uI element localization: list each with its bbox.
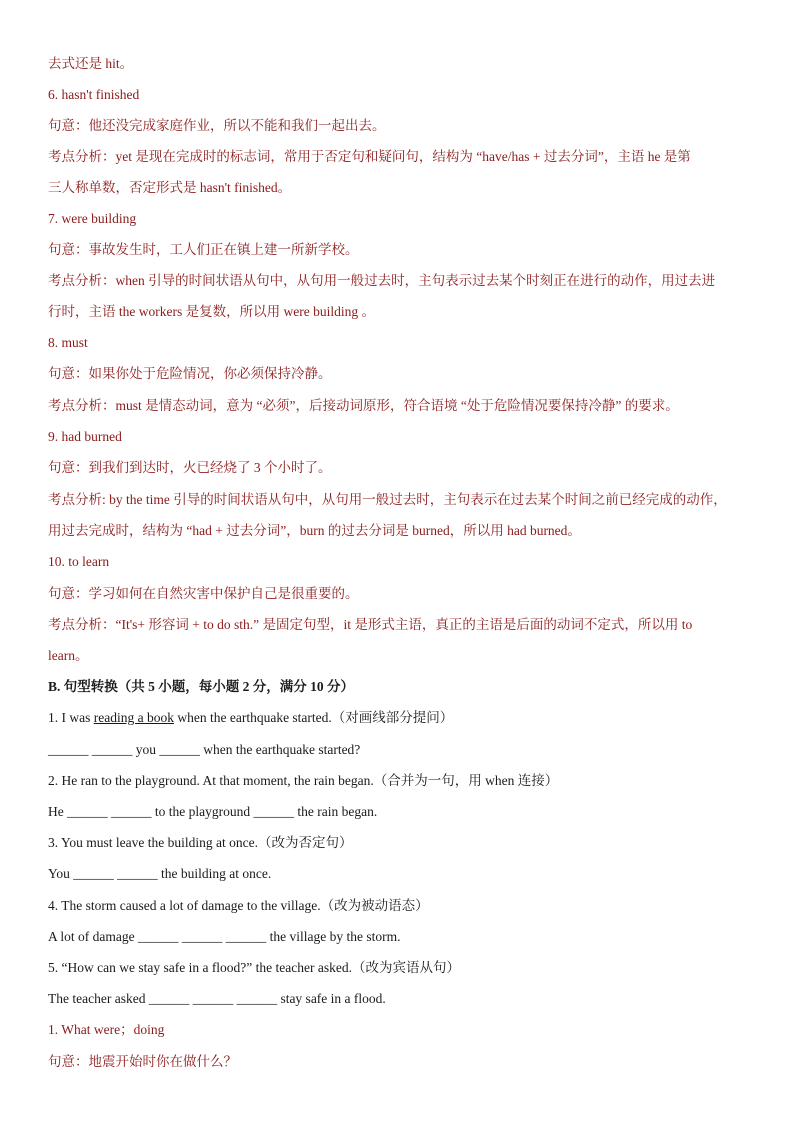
sentence-meaning: 句意：事故发生时，工人们正在镇上建一所新学校。 — [48, 242, 359, 257]
question-3-blank: You ______ ______ the building at once. — [48, 866, 272, 881]
answer-number: 8. must — [48, 335, 88, 350]
answer-number: 9. had burned — [48, 429, 122, 444]
sentence-meaning: 句意：学习如何在自然灾害中保护自己是很重要的。 — [48, 586, 359, 601]
analysis-text: 考点分析：when 引导的时间状语从句中，从句用一般过去时，主句表示过去某个时刻正在进行的动作，用过去进 — [48, 273, 716, 288]
sentence-meaning: 句意：他还没完成家庭作业，所以不能和我们一起出去。 — [48, 118, 386, 133]
analysis-text: learn。 — [48, 648, 89, 663]
question-1-blank: ______ ______ you ______ when the earthquake started? — [48, 742, 361, 757]
question-4-blank: A lot of damage ______ ______ ______ the village by the storm. — [48, 929, 401, 944]
question-5-blank: The teacher asked ______ ______ ______ stay safe in a flood. — [48, 991, 386, 1006]
analysis-text: 行时，主语 the workers 是复数，所以用 were building 。 — [48, 304, 375, 319]
sentence-meaning: 句意：如果你处于危险情况，你必须保持冷静。 — [48, 366, 332, 381]
analysis-text: 用过去完成时，结构为 “had + 过去分词”，burn 的过去分词是 burned，所以用 had burned。 — [48, 523, 581, 538]
text-line: 去式还是 hit。 — [48, 56, 134, 71]
sentence-meaning: 句意：地震开始时你在做什么？ — [48, 1054, 237, 1069]
question-text: when the earthquake started.（对画线部分提问） — [173, 710, 454, 725]
question-text: 1. I was — [48, 710, 94, 725]
question-3: 3. You must leave the building at once.（改为否定句） — [48, 835, 353, 850]
question-1 — [48, 708, 748, 728]
sentence-meaning: 句意：到我们到达时，火已经烧了 3 个小时了。 — [48, 460, 332, 475]
answer-number: 10. to learn — [48, 554, 110, 569]
analysis-text: 三人称单数，否定形式是 hasn't finished。 — [48, 180, 292, 195]
answer-number: 7. were building — [48, 211, 137, 226]
analysis-text: 考点分析: by the time 引导的时间状语从句中，从句用一般过去时，主句表示在过去某个时间之前已经完成的动作， — [48, 492, 727, 507]
section-heading: B. 句型转换（共 5 小题，每小题 2 分，满分 10 分） — [48, 679, 355, 694]
question-4: 4. The storm caused a lot of damage to the village.（改为被动语态） — [48, 898, 429, 913]
answer-number: 6. hasn't finished — [48, 87, 140, 102]
question-2-blank: He ______ ______ to the playground ______ the rain began. — [48, 804, 378, 819]
question-5: 5. “How can we stay safe in a flood?” the teacher asked.（改为宾语从句） — [48, 960, 460, 975]
answer-number: 1. What were；doing — [48, 1022, 165, 1037]
underlined-phrase: reading a book — [93, 710, 174, 725]
analysis-text: 考点分析：“It's+ 形容词 + to do sth.” 是固定句型，it 是形式主语，真正的主语是后面的动词不定式，所以用 to — [48, 617, 693, 632]
analysis-text: 考点分析：yet 是现在完成时的标志词，常用于否定句和疑问句，结构为 “have/has + 过去分词”，主语 he 是第 — [48, 149, 691, 164]
analysis-text: 考点分析：must 是情态动词，意为 “必须”，后接动词原形，符合语境 “处于危险情况要保持冷静” 的要求。 — [48, 398, 679, 413]
question-2: 2. He ran to the playground. At that moment, the rain began.（合并为一句，用 when 连接） — [48, 773, 559, 788]
